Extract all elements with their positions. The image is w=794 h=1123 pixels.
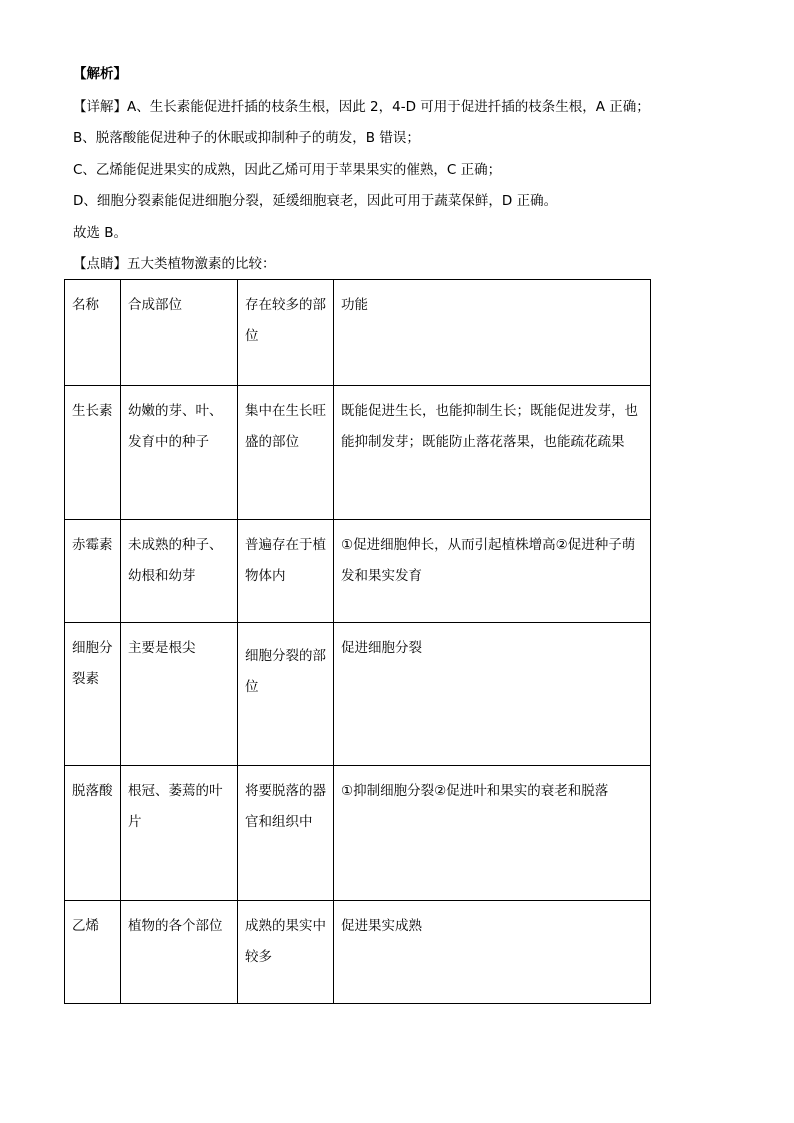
cell-name: 乙烯 <box>65 901 121 1004</box>
cell-function: ①抑制细胞分裂②促进叶和果实的衰老和脱落 <box>334 766 651 901</box>
header-name: 名称 <box>65 280 121 386</box>
detail-line-3: C、乙烯能促进果实的成熟，因此乙烯可用于苹果果实的催熟，C 正确； <box>73 162 502 178</box>
detail-line-4: D、细胞分裂素能促进细胞分裂，延缓细胞衰老，因此可用于蔬菜保鲜，D 正确。 <box>73 193 558 209</box>
detail-line-2: B、脱落酸能促进种子的休眠或抑制种子的萌发，B 错误； <box>73 130 420 146</box>
cell-synthesis: 幼嫩的芽、叶、发育中的种子 <box>121 386 238 520</box>
header-synthesis: 合成部位 <box>121 280 238 386</box>
tip-line: 【点睛】五大类植物激素的比较： <box>73 256 276 272</box>
cell-name: 脱落酸 <box>65 766 121 901</box>
cell-location: 成熟的果实中较多 <box>238 901 334 1004</box>
table-row <box>65 386 651 520</box>
cell-location: 将要脱落的器官和组织中 <box>238 766 334 901</box>
cell-function: 促进细胞分裂 <box>334 623 651 766</box>
cell-synthesis: 根冠、萎蔫的叶片 <box>121 766 238 901</box>
cell-synthesis: 植物的各个部位 <box>121 901 238 1004</box>
detail-line-1: 【详解】A、生长素能促进扦插的枝条生根，因此 2，4-D 可用于促进扦插的枝条生根，A 正确； <box>73 99 650 115</box>
hormone-comparison-table <box>64 279 651 1004</box>
header-function: 功能 <box>334 280 651 386</box>
cell-function: 既能促进生长，也能抑制生长；既能促进发芽，也能抑制发芽；既能防止落花落果，也能疏花疏果 <box>334 386 651 520</box>
answer-line: 故选 B。 <box>73 225 128 241</box>
header-location: 存在较多的部位 <box>238 280 334 386</box>
table-row <box>65 901 651 1004</box>
cell-synthesis: 主要是根尖 <box>121 623 238 766</box>
cell-name: 生长素 <box>65 386 121 520</box>
cell-location: 集中在生长旺盛的部位 <box>238 386 334 520</box>
cell-name: 细胞分裂素 <box>65 623 121 766</box>
table-row <box>65 766 651 901</box>
analysis-heading: 【解析】 <box>73 66 127 82</box>
cell-location: 细胞分裂的部位 <box>238 623 334 766</box>
cell-location: 普遍存在于植物体内 <box>238 520 334 623</box>
table-row <box>65 623 651 766</box>
table-row <box>65 520 651 623</box>
table-header-row <box>65 280 651 386</box>
cell-name: 赤霉素 <box>65 520 121 623</box>
cell-function: 促进果实成熟 <box>334 901 651 1004</box>
cell-function: ①促进细胞伸长，从而引起植株增高②促进种子萌发和果实发育 <box>334 520 651 623</box>
cell-synthesis: 未成熟的种子、幼根和幼芽 <box>121 520 238 623</box>
